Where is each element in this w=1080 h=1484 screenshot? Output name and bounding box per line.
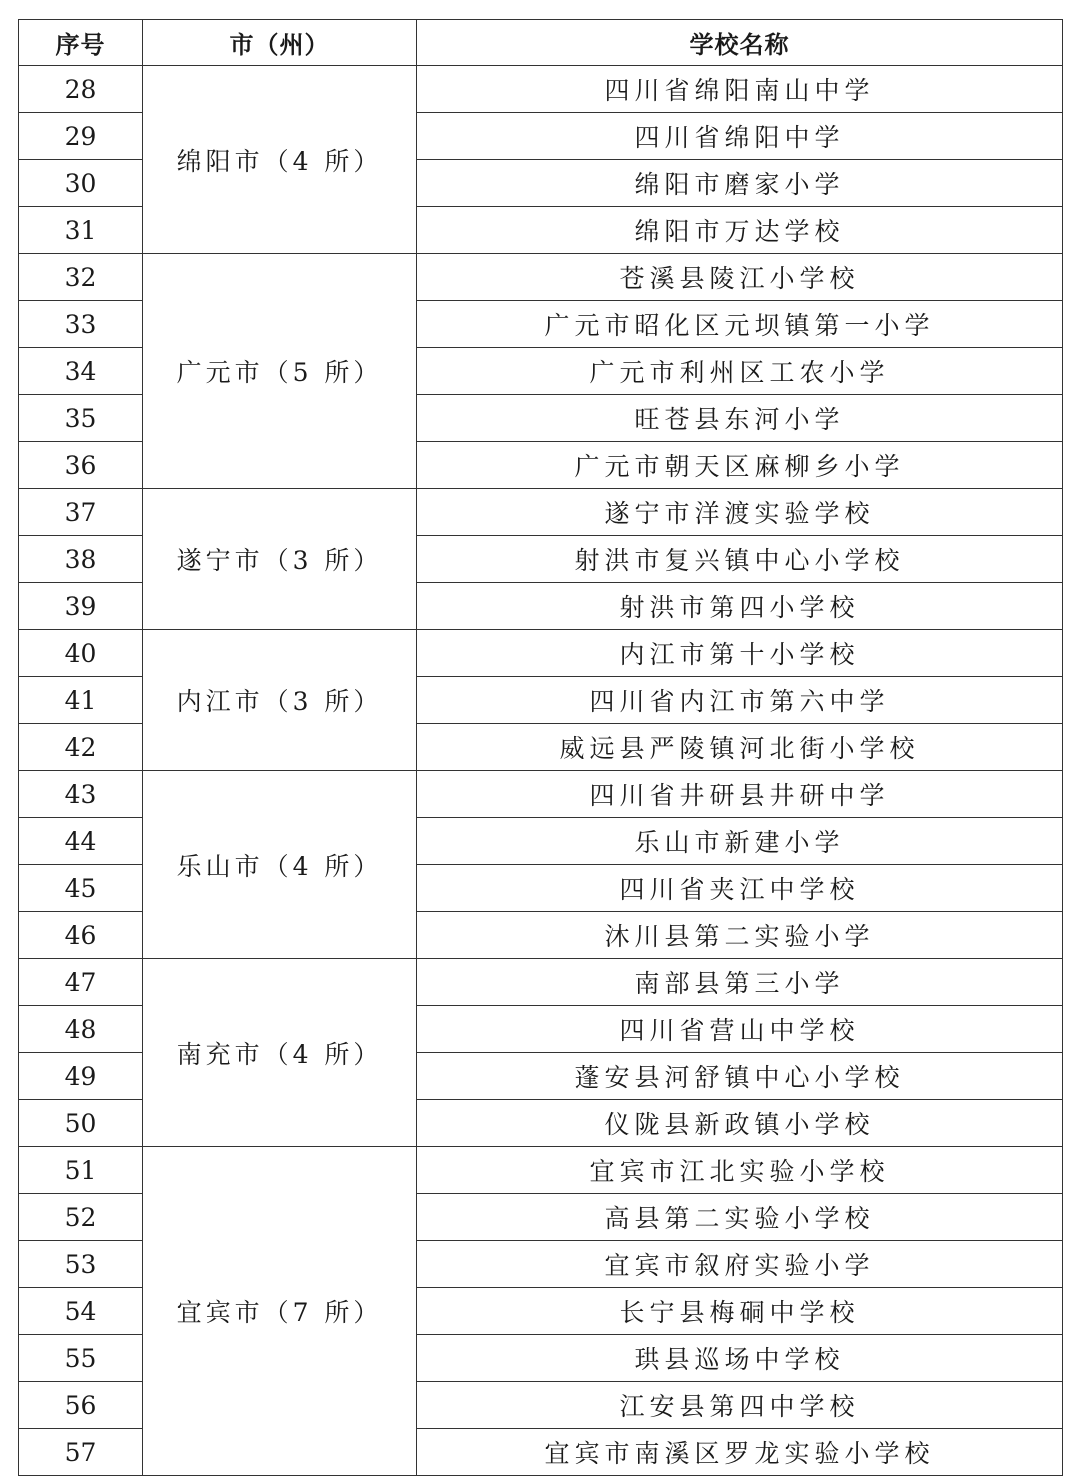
row-number: 41	[19, 677, 143, 724]
school-name: 宜宾市南溪区罗龙实验小学校	[417, 1429, 1063, 1476]
row-number: 43	[19, 771, 143, 818]
table-row	[19, 959, 1063, 1006]
row-number: 28	[19, 66, 143, 113]
school-name: 威远县严陵镇河北街小学校	[417, 724, 1063, 771]
school-name: 内江市第十小学校	[417, 630, 1063, 677]
school-name: 宜宾市叙府实验小学	[417, 1241, 1063, 1288]
school-name: 广元市朝天区麻柳乡小学	[417, 442, 1063, 489]
school-name: 射洪市第四小学校	[417, 583, 1063, 630]
row-number: 31	[19, 207, 143, 254]
school-name: 四川省井研县井研中学	[417, 771, 1063, 818]
header-city: 市（州）	[143, 20, 417, 66]
school-name: 射洪市复兴镇中心小学校	[417, 536, 1063, 583]
row-number: 34	[19, 348, 143, 395]
table-header	[19, 20, 1063, 66]
row-number: 51	[19, 1147, 143, 1194]
table-row	[19, 630, 1063, 677]
city-cell: 宜宾市（7 所）	[143, 1147, 417, 1476]
city-cell: 内江市（3 所）	[143, 630, 417, 771]
school-name: 南部县第三小学	[417, 959, 1063, 1006]
school-name: 蓬安县河舒镇中心小学校	[417, 1053, 1063, 1100]
row-number: 53	[19, 1241, 143, 1288]
table-row	[19, 771, 1063, 818]
header-num: 序号	[19, 20, 143, 66]
row-number: 30	[19, 160, 143, 207]
school-name: 四川省绵阳中学	[417, 113, 1063, 160]
school-name: 遂宁市洋渡实验学校	[417, 489, 1063, 536]
row-number: 47	[19, 959, 143, 1006]
row-number: 54	[19, 1288, 143, 1335]
row-number: 45	[19, 865, 143, 912]
row-number: 50	[19, 1100, 143, 1147]
school-name: 珙县巡场中学校	[417, 1335, 1063, 1382]
row-number: 48	[19, 1006, 143, 1053]
city-cell: 乐山市（4 所）	[143, 771, 417, 959]
school-name: 苍溪县陵江小学校	[417, 254, 1063, 301]
row-number: 36	[19, 442, 143, 489]
row-number: 56	[19, 1382, 143, 1429]
table-row	[19, 254, 1063, 301]
school-name: 四川省内江市第六中学	[417, 677, 1063, 724]
school-list-table	[18, 19, 1063, 1476]
row-number: 29	[19, 113, 143, 160]
row-number: 46	[19, 912, 143, 959]
row-number: 49	[19, 1053, 143, 1100]
school-name: 广元市昭化区元坝镇第一小学	[417, 301, 1063, 348]
header-school: 学校名称	[417, 20, 1063, 66]
header-row	[19, 20, 1063, 66]
row-number: 57	[19, 1429, 143, 1476]
row-number: 40	[19, 630, 143, 677]
school-name: 长宁县梅硐中学校	[417, 1288, 1063, 1335]
city-cell: 遂宁市（3 所）	[143, 489, 417, 630]
row-number: 38	[19, 536, 143, 583]
row-number: 37	[19, 489, 143, 536]
table-row	[19, 66, 1063, 113]
city-cell: 绵阳市（4 所）	[143, 66, 417, 254]
city-cell: 广元市（5 所）	[143, 254, 417, 489]
row-number: 52	[19, 1194, 143, 1241]
school-name: 绵阳市磨家小学	[417, 160, 1063, 207]
school-name: 仪陇县新政镇小学校	[417, 1100, 1063, 1147]
city-cell: 南充市（4 所）	[143, 959, 417, 1147]
school-name: 四川省营山中学校	[417, 1006, 1063, 1053]
row-number: 42	[19, 724, 143, 771]
school-name: 江安县第四中学校	[417, 1382, 1063, 1429]
table-row	[19, 489, 1063, 536]
school-name: 乐山市新建小学	[417, 818, 1063, 865]
school-name: 四川省绵阳南山中学	[417, 66, 1063, 113]
school-name: 旺苍县东河小学	[417, 395, 1063, 442]
row-number: 33	[19, 301, 143, 348]
school-name: 沐川县第二实验小学	[417, 912, 1063, 959]
row-number: 44	[19, 818, 143, 865]
school-name: 四川省夹江中学校	[417, 865, 1063, 912]
school-name: 宜宾市江北实验小学校	[417, 1147, 1063, 1194]
row-number: 32	[19, 254, 143, 301]
row-number: 55	[19, 1335, 143, 1382]
school-name: 高县第二实验小学校	[417, 1194, 1063, 1241]
table-body	[19, 66, 1063, 1476]
school-name: 广元市利州区工农小学	[417, 348, 1063, 395]
school-name: 绵阳市万达学校	[417, 207, 1063, 254]
row-number: 39	[19, 583, 143, 630]
row-number: 35	[19, 395, 143, 442]
table-row	[19, 1147, 1063, 1194]
